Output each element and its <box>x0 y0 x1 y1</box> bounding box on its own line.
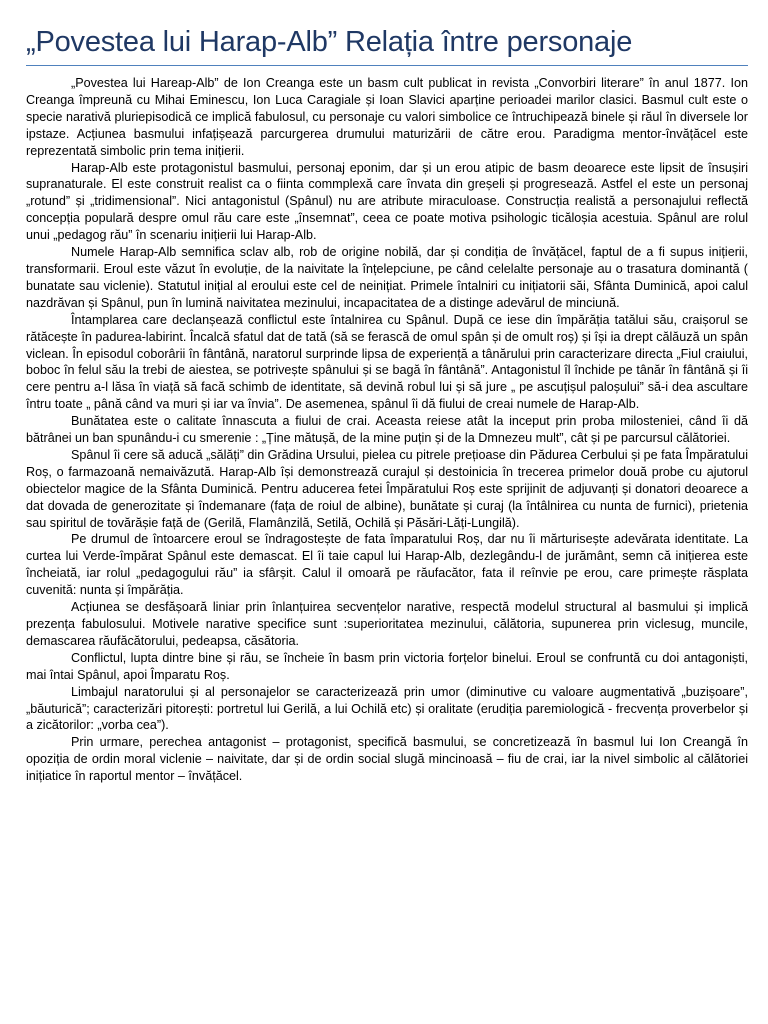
paragraph-kindness: Bunătatea este o calitate înnascuta a fiului de crai. Aceasta reiese atât la inceput prin proba milosteniei, când îi dă bătrânei un ban spunându-i cu smerenie : „Ține mătușă, de la mine puțin și de la Dmnezeu mult”, cât și pe parcursul călătoriei. <box>26 414 748 446</box>
document-body <box>26 75 748 785</box>
document-page <box>26 0 748 785</box>
page-title: „Povestea lui Harap-Alb” Relația între personaje <box>26 26 633 58</box>
paragraph-action: Acțiunea se desfășoară liniar prin înlanțuirea secvențelor narative, respectă modelul structural al basmului și implică prezența fabulosului. Motivele narative specifice sunt :superioritatea mezinului, călătoria, supunerea prin viclesug, muncile, demascarea răufăcătorului, pedeapsa, căsătoria. <box>26 600 748 648</box>
paragraph-protagonist: Harap-Alb este protagonistul basmului, personaj eponim, dar și un erou atipic de basm deoarece este lipsit de însușiri supranaturale. El este construit realist ca o fiinta commplexă care învata din greșeli și progresează. Astfel el este un personaj „rotund” și „tridimensional”. Nici antagonistul (Spânul) nu are atribute miraculoase. Construcția realistă a personajului reflectă concepția populară despre omul rău care este „însemnat”, ceea ce poate motiva psihologic ticăloșia acestuia. Spânul are rolul unui „pedagog rău” în scenariu inițierii lui Harap-Alb. <box>26 160 748 243</box>
paragraph-intro: „Povestea lui Hareap-Alb” de Ion Creanga este un basm cult publicat in revista „Convorbiri literare” în anul 1877. Ion Creanga împreună cu Mihai Eminescu, Ion Luca Caragiale și Ioan Slavici aparține perioadei marilor clasici. Basmul cult este o specie narativă pluriepisodică ce implică fabulosul, cu personaje cu valori simbolice ce întruchipează binele și răul în diversele lor ipstaze. Acțiunea basmului infațișează parcurgerea drumului maturizării de către erou. Paradigma mentor-învățăcel este reprezentată simbolic prin tema inițierii. <box>26 76 748 158</box>
paragraph-conflict-start: Întamplarea care declanșează conflictul este întalnirea cu Spânul. După ce iese din împărăția tatălui său, craișorul se rătăcește în padurea-labirint. Încalcă sfatul dat de tată (să se ferască de omul spân și de omult roș) și își ia drept călăuză un spân viclean. În episodul coborârii în fântână, naratorul surprinde lipsa de experiență a tânărului prin caracterizare directa „Fiul craiului, boboc în felul său la trebi de aiestea, se potrivește spânului și se bagă în fântână”. Antagonistul îl închide pe tânăr în fântână și îi cere pentru a-l lăsa în viață să facă schimb de identitate, să devină robul lui și să jure „ pe ascuțișul paloșului” să-i dea ascultare întru toate „ până când va muri și iar va învia”. De asemenea, spânul îi dă fiului de creai numele de Harap-Alb. <box>26 312 748 412</box>
paragraph-name-meaning: Numele Harap-Alb semnifica sclav alb, rob de origine nobilă, dar și condiția de învățăcel, faptul de a fi supus inițierii, transformarii. Eroul este văzut în evoluție, de la naivitate la înțelepciune, pe când celelalte personaje au o trasatura dominantă ( bunatate sau viclenie). Statutul inițial al eroului este cel de neinițiat. Primele întalniri cu inițiatorii săi, Sfânta Duminică, apoi calul nazdrăvan și Spânul, pun în lumină naivitatea mezinului, incapacitatea de a distinge adevărul de minciună. <box>26 245 748 310</box>
title-divider <box>26 65 748 66</box>
paragraph-language: Limbajul naratorului și al personajelor se caracterizează prin umor (diminutive cu valoare augmentativă „buzișoare”, „băuturică”; caracterizări pitorești: portretul lui Gerilă, a lui Ochilă etc) și oralitate (erudiția paremiologică - frecvența proverbelor și a zicătorilor: „vorba cea”). <box>26 684 748 733</box>
paragraph-trials: Spânul îi cere să aducă „sălăți” din Grădina Ursului, pielea cu pitrele prețioase din Pădurea Cerbului și pe fata Împăratului Roș, o farmazoană nemaivăzută. Harap-Alb își demonstrează curajul și destoinicia în trecerea primelor două probe cu ajutorul obiectelor magice de la Sfânta Duminică. Pentru aducerea fetei Împăratului Roș este sprijinit de adjuvanți și donatori deoarece a dat dovada de generozitate și îndemanare (fața de roiul de albine), bunătate și curaj (la întâlnirea cu nunta de furnici), prietenia sau spiritul de tovărășie față de (Gerilă, Flamânzilă, Setilă, Ochilă și Păsări-Lăți-Lungilă). <box>26 447 748 530</box>
paragraph-conflict: Conflictul, lupta dintre bine și rău, se încheie în basm prin victoria forțelor binelui. Eroul se confruntă cu doi antagoniști, mai întai Spânul, apoi Împaratu Roș. <box>26 650 748 682</box>
paragraph-return: Pe drumul de întoarcere eroul se îndragostește de fata împaratului Roș, dar nu îi mărturisește adevărata identitate. La curtea lui Verde-împărat Spânul este demascat. El îi taie capul lui Harap-Alb, dezlegându-l de jurământ, semn că inițierea este încheiată, iar rolul „pedagogului rău” ia sfârșit. Calul il omoară pe răufacător, fata il reînvie pe erou, care primește răsplata cuvenită: nunta și împărăția. <box>26 532 748 598</box>
paragraph-conclusion: Prin urmare, perechea antagonist – protagonist, specifică basmului, se concretizează în basmul lui Ion Creangă în opoziția de ordin moral viclenie – naivitate, dar și de ordin social slugă mincinoasă – fiu de crai, iar la nivel simbolic al călătoriei inițiatice în raportul mentor – învățăcel. <box>26 735 748 784</box>
